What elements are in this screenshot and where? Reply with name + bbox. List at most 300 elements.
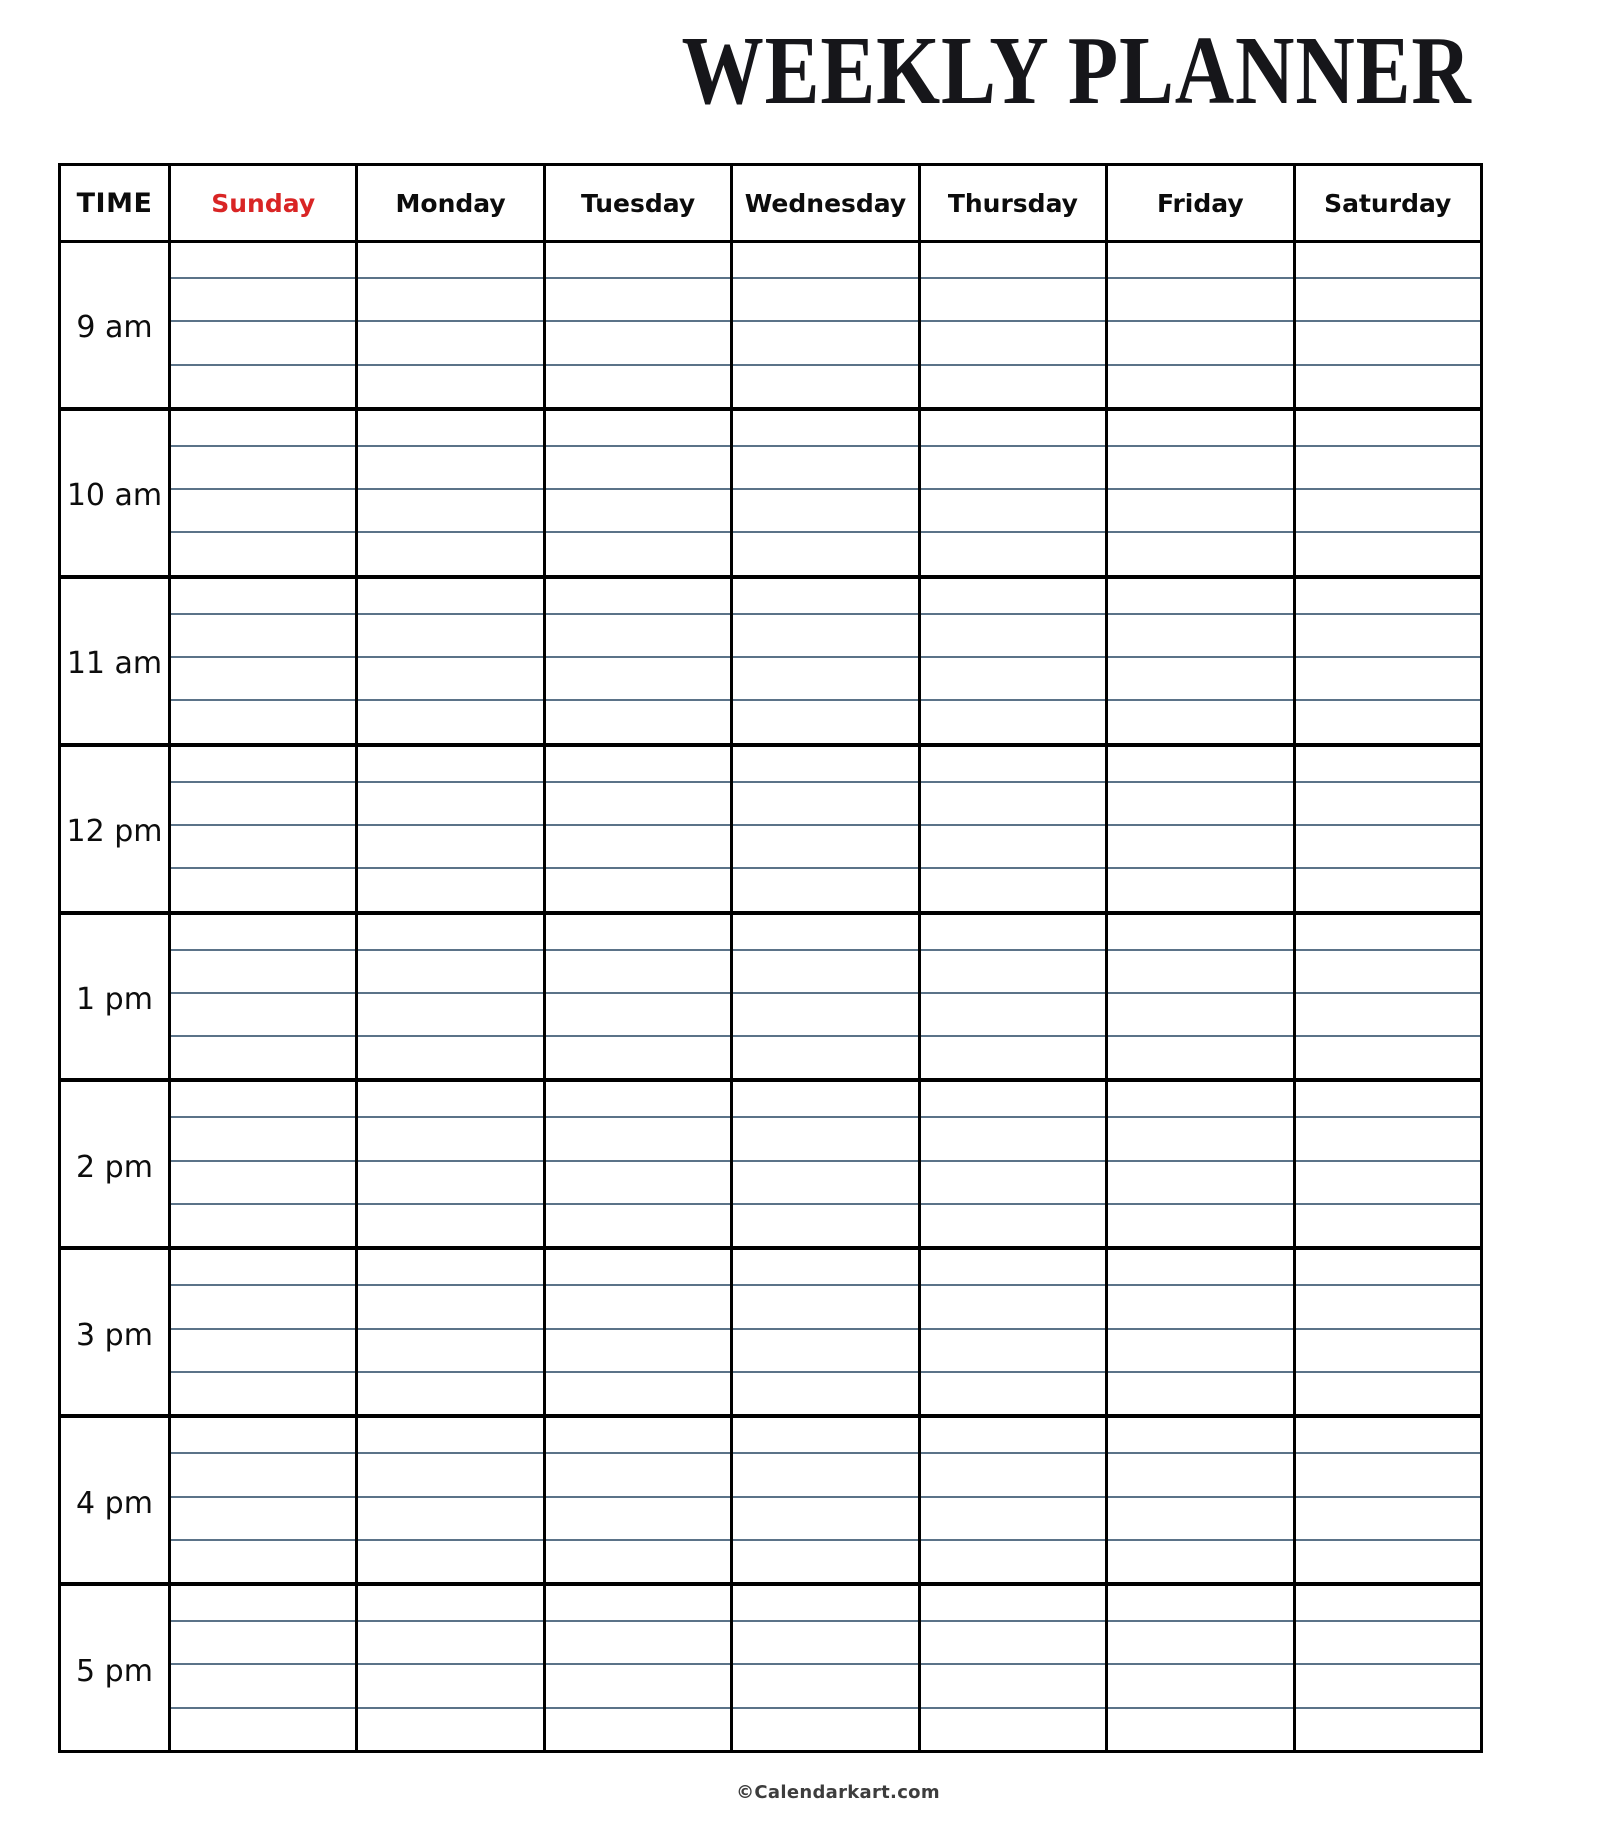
writing-line [1296,1541,1480,1582]
writing-line [733,1586,917,1622]
hour-row [61,1082,1480,1250]
planner-cell [1108,915,1295,1079]
writing-line [171,615,355,658]
writing-line [1108,915,1292,951]
writing-line [921,1498,1105,1541]
writing-line [1296,1418,1480,1454]
day-header-wednesday: Wednesday [733,166,920,240]
planner-cell [733,915,920,1079]
planner-cell [358,1586,545,1750]
writing-line [1296,1622,1480,1665]
writing-line [1296,411,1480,447]
hour-row [61,243,1480,411]
footer-credit: ©Calendarkart.com [736,1782,940,1803]
time-slot-label: 3 pm [61,1250,171,1414]
writing-line [1108,279,1292,322]
writing-line [921,1373,1105,1414]
writing-line [546,615,730,658]
writing-line [546,701,730,742]
writing-line [921,747,1105,783]
hour-row [61,1586,1480,1750]
writing-line [1296,1286,1480,1329]
writing-line [171,533,355,574]
writing-line [171,701,355,742]
planner-cell [733,1418,920,1582]
writing-line [358,915,542,951]
writing-line [171,994,355,1037]
time-slot-label: 10 am [61,411,171,575]
planner-cell [171,579,358,743]
writing-line [171,243,355,279]
writing-line [921,1330,1105,1373]
writing-line [1296,243,1480,279]
writing-line [358,869,542,910]
header-row [61,166,1480,243]
writing-line [921,579,1105,615]
writing-line [546,243,730,279]
planner-cell [1296,243,1480,407]
writing-line [546,366,730,407]
writing-line [358,366,542,407]
writing-line [733,411,917,447]
writing-line [733,951,917,994]
writing-line [546,783,730,826]
writing-line [171,366,355,407]
writing-line [358,1454,542,1497]
planner-cell [1108,411,1295,575]
writing-line [733,658,917,701]
writing-line [546,1498,730,1541]
writing-line [733,1454,917,1497]
planner-cell [1296,1250,1480,1414]
writing-line [1108,701,1292,742]
planner-cell [171,1082,358,1246]
writing-line [546,1205,730,1246]
planner-cell [1296,1586,1480,1750]
time-slot-label: 9 am [61,243,171,407]
planner-cell [733,1082,920,1246]
planner-cell [358,411,545,575]
writing-line [171,1205,355,1246]
planner-cell [1108,579,1295,743]
writing-line [733,279,917,322]
writing-line [358,701,542,742]
writing-line [1296,490,1480,533]
writing-line [546,869,730,910]
hour-row [61,747,1480,915]
writing-line [733,322,917,365]
writing-line [1108,533,1292,574]
planner-cell [1296,1418,1480,1582]
planner-cell [171,1250,358,1414]
planner-cell [358,1418,545,1582]
writing-line [546,1330,730,1373]
writing-line [1296,915,1480,951]
writing-line [546,411,730,447]
planner-cell [733,1586,920,1750]
planner-cell [1296,579,1480,743]
writing-line [358,658,542,701]
writing-line [171,1586,355,1622]
writing-line [1296,1082,1480,1118]
hour-row [61,1418,1480,1586]
writing-line [1296,1709,1480,1750]
writing-line [1108,994,1292,1037]
writing-line [1108,1286,1292,1329]
writing-line [733,915,917,951]
writing-line [358,1418,542,1454]
time-slot-label: 1 pm [61,915,171,1079]
writing-line [171,1082,355,1118]
planner-cell [733,243,920,407]
writing-line [171,1498,355,1541]
planner-cell [921,1250,1108,1414]
writing-line [733,1373,917,1414]
writing-line [546,1250,730,1286]
writing-line [1108,1709,1292,1750]
writing-line [358,579,542,615]
writing-line [1296,279,1480,322]
writing-line [171,1118,355,1161]
writing-line [546,1541,730,1582]
writing-line [171,579,355,615]
writing-line [1296,747,1480,783]
writing-line [1108,1373,1292,1414]
writing-line [171,1541,355,1582]
hour-row [61,915,1480,1083]
writing-line [1296,826,1480,869]
writing-line [1108,411,1292,447]
writing-line [1296,1665,1480,1708]
writing-line [1296,1037,1480,1078]
writing-line [733,243,917,279]
planner-cell [546,747,733,911]
writing-line [171,869,355,910]
writing-line [1108,747,1292,783]
writing-line [546,322,730,365]
writing-line [171,1286,355,1329]
day-header-friday: Friday [1108,166,1295,240]
writing-line [358,826,542,869]
writing-line [733,1118,917,1161]
planner-cell [921,1418,1108,1582]
writing-line [1296,1250,1480,1286]
writing-line [1108,1037,1292,1078]
writing-line [921,1286,1105,1329]
writing-line [1296,1205,1480,1246]
writing-line [358,747,542,783]
writing-line [921,1118,1105,1161]
writing-line [733,1286,917,1329]
planner-cell [171,1586,358,1750]
planner-cell [733,747,920,911]
writing-line [733,869,917,910]
writing-line [171,1162,355,1205]
writing-line [358,243,542,279]
writing-line [358,1498,542,1541]
writing-line [546,1037,730,1078]
writing-line [1296,1162,1480,1205]
planner-cell [358,1250,545,1414]
writing-line [1296,366,1480,407]
hour-row [61,1250,1480,1418]
planner-cell [921,579,1108,743]
writing-line [171,1418,355,1454]
writing-line [546,951,730,994]
writing-line [358,1586,542,1622]
writing-line [733,490,917,533]
writing-line [921,1622,1105,1665]
planner-cell [921,747,1108,911]
writing-line [733,615,917,658]
writing-line [171,1037,355,1078]
writing-line [1108,366,1292,407]
writing-line [1108,1586,1292,1622]
writing-line [733,1082,917,1118]
writing-line [358,783,542,826]
writing-line [171,1665,355,1708]
page-title: WEEKLY PLANNER [681,17,1472,125]
writing-line [171,747,355,783]
writing-line [1296,615,1480,658]
writing-line [1108,1541,1292,1582]
planner-cell [921,1082,1108,1246]
writing-line [1108,783,1292,826]
writing-line [733,1250,917,1286]
day-header-sunday: Sunday [171,166,358,240]
planner-cell [358,579,545,743]
planner-cell [546,1586,733,1750]
writing-line [921,826,1105,869]
writing-line [1108,1498,1292,1541]
writing-line [921,279,1105,322]
hour-row [61,411,1480,579]
writing-line [1296,994,1480,1037]
writing-line [1108,1082,1292,1118]
writing-line [1296,1373,1480,1414]
writing-line [546,579,730,615]
writing-line [1296,701,1480,742]
writing-line [1108,322,1292,365]
writing-line [171,411,355,447]
writing-line [1108,1622,1292,1665]
writing-line [921,951,1105,994]
writing-line [546,490,730,533]
planner-cell [1108,1250,1295,1414]
writing-line [171,1622,355,1665]
planner-cell [733,1250,920,1414]
planner-cell [358,915,545,1079]
writing-line [1296,1454,1480,1497]
day-header-saturday: Saturday [1324,188,1452,218]
writing-line [358,279,542,322]
writing-line [1108,447,1292,490]
hour-row [61,579,1480,747]
writing-line [358,322,542,365]
writing-line [546,279,730,322]
writing-line [1108,615,1292,658]
planner-cell [1296,411,1480,575]
writing-line [921,783,1105,826]
writing-line [1296,1498,1480,1541]
writing-line [171,490,355,533]
writing-line [733,783,917,826]
writing-line [921,994,1105,1037]
writing-line [921,1082,1105,1118]
writing-line [171,447,355,490]
planner-cell [921,915,1108,1079]
writing-line [546,1418,730,1454]
writing-line [1108,1330,1292,1373]
writing-line [1296,1330,1480,1373]
time-column-header: TIME [61,166,171,240]
writing-line [546,1162,730,1205]
writing-line [921,1586,1105,1622]
writing-line [358,447,542,490]
writing-line [171,1330,355,1373]
writing-line [546,447,730,490]
writing-line [733,826,917,869]
writing-line [1108,1454,1292,1497]
writing-line [546,826,730,869]
writing-line [921,658,1105,701]
writing-line [733,1330,917,1373]
planner-cell [358,747,545,911]
writing-line [1296,579,1480,615]
writing-line [921,869,1105,910]
planner-cell [921,411,1108,575]
writing-line [921,366,1105,407]
writing-line [733,1418,917,1454]
planner-cell [733,579,920,743]
time-slot-label: 4 pm [61,1418,171,1582]
writing-line [921,243,1105,279]
writing-line [1108,490,1292,533]
writing-line [1108,1250,1292,1286]
planner-cell [1296,747,1480,911]
writing-line [921,533,1105,574]
writing-line [358,1709,542,1750]
writing-line [733,1709,917,1750]
writing-line [358,490,542,533]
planner-cell [546,411,733,575]
planner-cell [1108,1082,1295,1246]
writing-line [1108,243,1292,279]
writing-line [358,1037,542,1078]
writing-line [358,615,542,658]
planner-cell [546,579,733,743]
day-header-monday: Monday [358,166,545,240]
planner-cell [1296,915,1480,1079]
writing-line [546,1286,730,1329]
planner-cell [358,243,545,407]
writing-line [546,994,730,1037]
planner-cell [546,243,733,407]
writing-line [733,366,917,407]
writing-line [171,1250,355,1286]
writing-line [358,994,542,1037]
planner-cell [921,1586,1108,1750]
writing-line [921,1205,1105,1246]
writing-line [921,1541,1105,1582]
writing-line [1296,322,1480,365]
writing-line [1108,951,1292,994]
writing-line [358,1286,542,1329]
planner-cell [171,243,358,407]
planner-cell [546,1082,733,1246]
time-slot-label: 11 am [61,579,171,743]
writing-line [358,1205,542,1246]
writing-line [171,951,355,994]
writing-line [733,1162,917,1205]
writing-line [358,1162,542,1205]
day-header-tuesday: Tuesday [546,166,733,240]
writing-line [171,1709,355,1750]
writing-line [546,1118,730,1161]
writing-line [921,1709,1105,1750]
writing-line [921,490,1105,533]
writing-line [733,1622,917,1665]
planner-cell [171,747,358,911]
writing-line [921,322,1105,365]
writing-line [1108,826,1292,869]
writing-line [1108,1118,1292,1161]
planner-table [58,163,1483,1753]
writing-line [733,447,917,490]
writing-line [733,1541,917,1582]
writing-line [358,411,542,447]
writing-line [546,1373,730,1414]
writing-line [733,579,917,615]
planner-cell [1108,747,1295,911]
planner-cell [921,243,1108,407]
writing-line [171,915,355,951]
writing-line [546,1082,730,1118]
writing-line [921,1418,1105,1454]
writing-line [733,1665,917,1708]
writing-line [733,533,917,574]
day-header-thursday: Thursday [921,166,1108,240]
writing-line [733,1498,917,1541]
writing-line [921,1037,1105,1078]
writing-line [921,701,1105,742]
writing-line [546,1622,730,1665]
time-slot-label: 2 pm [61,1082,171,1246]
writing-line [171,1373,355,1414]
writing-line [921,411,1105,447]
writing-line [733,1037,917,1078]
writing-line [358,1250,542,1286]
planner-cell [171,1418,358,1582]
writing-line [358,1118,542,1161]
writing-line [1296,783,1480,826]
writing-line [546,1665,730,1708]
writing-line [921,1162,1105,1205]
planner-cell [1108,243,1295,407]
writing-line [921,615,1105,658]
writing-line [1108,1162,1292,1205]
writing-line [1296,1586,1480,1622]
writing-line [1296,447,1480,490]
writing-line [358,533,542,574]
writing-line [358,951,542,994]
planner-cell [1108,1418,1295,1582]
writing-line [1296,1118,1480,1161]
writing-line [358,1665,542,1708]
writing-line [171,826,355,869]
writing-line [1108,1418,1292,1454]
planner-cell [733,411,920,575]
